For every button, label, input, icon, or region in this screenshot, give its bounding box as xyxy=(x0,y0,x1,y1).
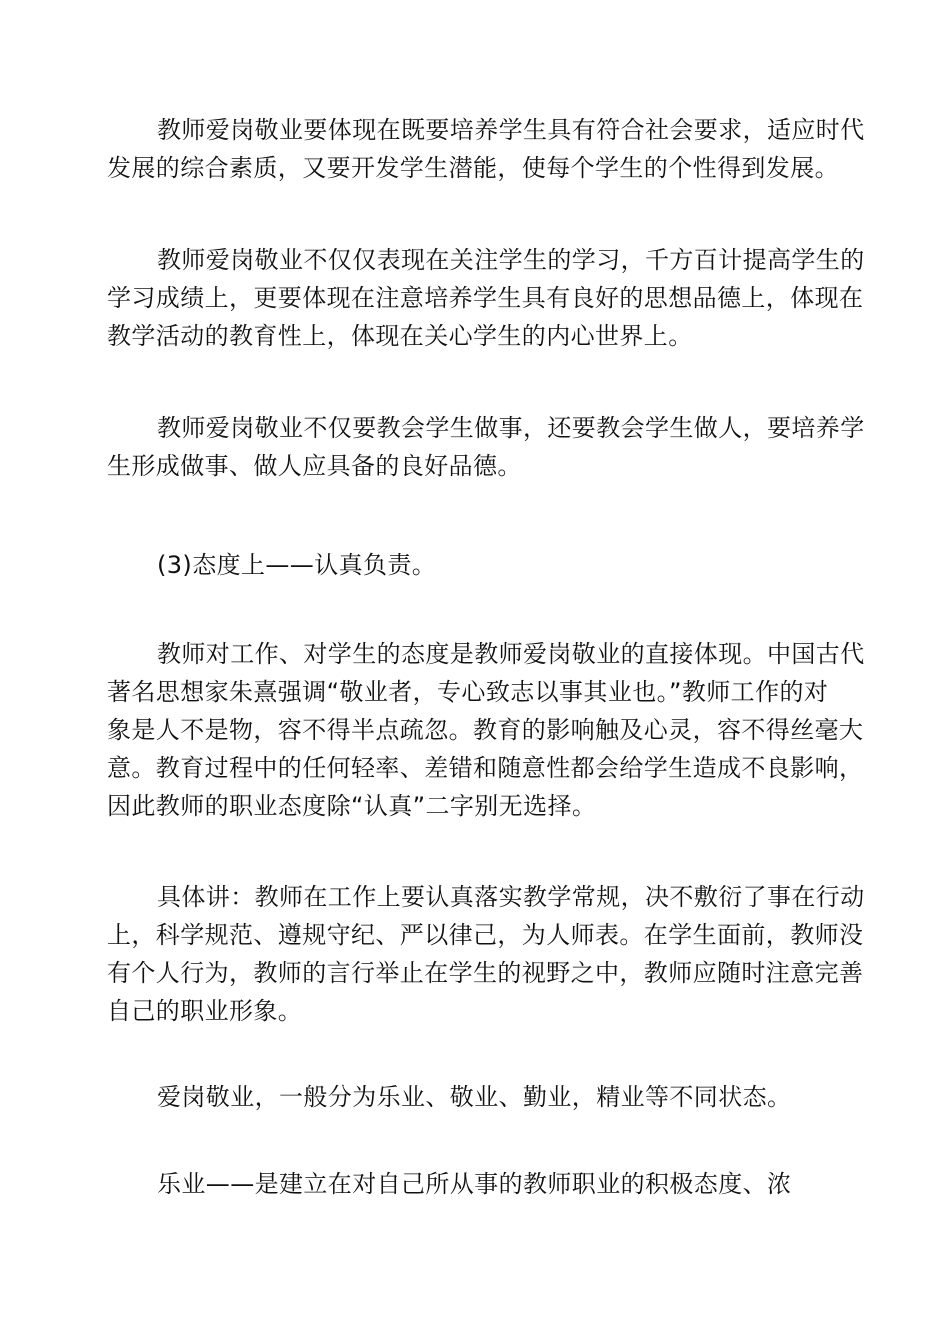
section-heading: (3)态度上——认真负责。 xyxy=(157,551,437,579)
paragraph-3-line-1: 教师爱岗敬业不仅要教会学生做事，还要教会学生做人，要培养学 xyxy=(157,414,865,442)
paragraph-2-line-3: 教学活动的教育性上，体现在关心学生的内心世界上。 xyxy=(107,322,693,350)
paragraph-8-line-1: 乐业——是建立在对自己所从事的教师职业的积极态度、浓 xyxy=(157,1170,792,1198)
paragraph-5-line-4: 意。教育过程中的任何轻率、差错和随意性都会给学生造成不良影响， xyxy=(107,754,864,782)
paragraph-5-line-5: 因此教师的职业态度除“认真”二字别无选择。 xyxy=(107,792,597,820)
paragraph-6-line-1: 具体讲：教师在工作上要认真落实教学常规，决不敷衍了事在行动 xyxy=(157,883,865,911)
paragraph-7-line-1: 爱岗敬业，一般分为乐业、敬业、勤业，精业等不同状态。 xyxy=(157,1083,792,1111)
paragraph-2-line-2: 学习成绩上，更要体现在注意培养学生具有良好的思想品德上，体现在 xyxy=(107,284,864,312)
paragraph-5-line-1: 教师对工作、对学生的态度是教师爱岗敬业的直接体现。中国古代 xyxy=(157,640,865,668)
paragraph-5-line-2: 著名思想家朱熹强调“敬业者，专心致志以事其业也。”教师工作的对 xyxy=(107,678,829,706)
paragraph-6-line-4: 自己的职业形象。 xyxy=(107,997,303,1025)
paragraph-5-line-3: 象是人不是物，容不得半点疏忽。教育的影响触及心灵，容不得丝毫大 xyxy=(107,716,864,744)
paragraph-3-line-2: 生形成做事、做人应具备的良好品德。 xyxy=(107,452,522,480)
paragraph-2-line-1: 教师爱岗敬业不仅仅表现在关注学生的学习，千方百计提高学生的 xyxy=(157,246,865,274)
paragraph-6-line-2: 上，科学规范、遵规守纪、严以律己，为人师表。在学生面前，教师没 xyxy=(107,921,864,949)
paragraph-1-line-1: 教师爱岗敬业要体现在既要培养学生具有符合社会要求，适应时代 xyxy=(157,116,865,144)
paragraph-6-line-3: 有个人行为，教师的言行举止在学生的视野之中，教师应随时注意完善 xyxy=(107,959,864,987)
paragraph-1-line-2: 发展的综合素质，又要开发学生潜能，使每个学生的个性得到发展。 xyxy=(107,154,839,182)
